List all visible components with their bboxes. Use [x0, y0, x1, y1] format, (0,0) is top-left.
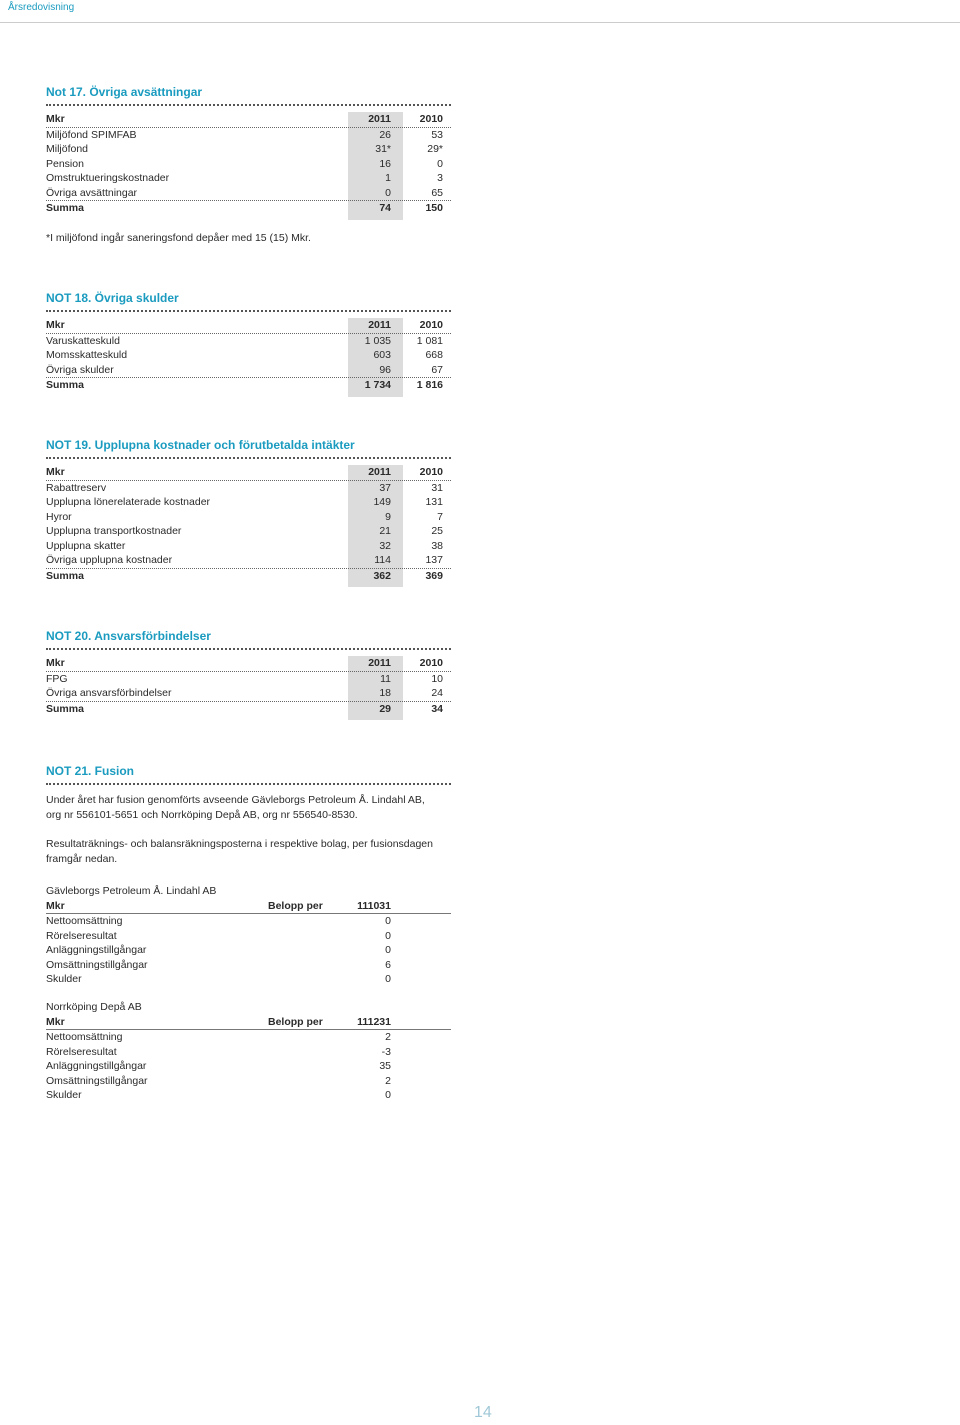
table-row [46, 1045, 451, 1060]
value-2011: 32 [379, 539, 391, 552]
col-2010: 2010 [419, 657, 443, 669]
value-2011: 21 [379, 525, 391, 537]
note-17-table [46, 112, 451, 216]
table-row [46, 363, 451, 378]
row-label: Upplupna transportkostnader [46, 525, 182, 537]
row-label: Upplupna skatter [46, 539, 126, 552]
col-label: Mkr [46, 1015, 65, 1028]
value-2011: 96 [379, 363, 391, 376]
note-19-title: NOT 19. Upplupna kostnader och förutbetalda intäkter [46, 438, 355, 452]
table-row [46, 929, 451, 944]
value-2010: 668 [425, 349, 443, 361]
company-b-header-row [46, 1015, 451, 1031]
value-2010: 131 [425, 496, 443, 508]
value-2011: 1 [385, 172, 391, 184]
summa-row [46, 200, 451, 216]
value-2010: 24 [431, 687, 443, 699]
row-label: Summa [46, 379, 84, 391]
table-header-row [46, 318, 451, 334]
note-19-table [46, 465, 451, 583]
value-2011: 1 035 [364, 334, 391, 347]
row-value: 0 [385, 1089, 391, 1101]
row-label: Rörelseresultat [46, 1045, 117, 1058]
row-label: Anläggningstillgångar [46, 1060, 147, 1072]
value-2010: 150 [425, 202, 443, 214]
table-row [46, 943, 451, 958]
dotted-divider [46, 457, 451, 459]
company-a-name: Gävleborgs Petroleum Å. Lindahl AB [46, 885, 217, 897]
col-label: Mkr [46, 899, 65, 912]
row-label: Summa [46, 702, 84, 715]
value-2010: 1 816 [416, 379, 443, 391]
row-label: Nettoomsättning [46, 1031, 123, 1043]
value-2010: 31 [431, 481, 443, 494]
row-label: Hyror [46, 510, 72, 523]
fusion-paragraph-1: Under året har fusion genomförts avseende Gävleborgs Petroleum Å. Lindahl AB, org nr 556101-5651 och Norrköping Depå AB, org nr 556540-8530. [46, 794, 425, 821]
value-2010: 34 [431, 702, 443, 715]
row-label: Omsättningstillgångar [46, 1074, 148, 1087]
value-2010: 0 [437, 157, 443, 170]
row-label: Pension [46, 157, 84, 170]
header-divider [0, 22, 960, 23]
note-21 [46, 763, 451, 867]
table-row [46, 958, 451, 973]
col-label: Mkr [46, 319, 65, 331]
table-row [46, 510, 451, 525]
row-label: Upplupna lönerelaterade kostnader [46, 496, 211, 508]
row-value: 2 [385, 1031, 391, 1043]
table-row [46, 481, 451, 496]
table-header-row [46, 465, 451, 481]
row-value: 0 [385, 915, 391, 927]
value-2011: 603 [373, 349, 391, 361]
note-17 [46, 84, 451, 244]
value-2010: 38 [431, 539, 443, 552]
row-label: FPG [46, 672, 68, 685]
col-date: 111031 [357, 899, 391, 912]
table-row [46, 495, 451, 510]
col-2011: 2011 [368, 319, 391, 331]
table-row [46, 1088, 451, 1103]
col-2010: 2010 [419, 113, 443, 125]
table-row [46, 972, 451, 987]
col-label: Mkr [46, 657, 65, 669]
value-2011: 11 [380, 672, 391, 685]
row-label: Nettoomsättning [46, 915, 123, 927]
row-label: Övriga skulder [46, 363, 114, 376]
company-b-name: Norrköping Depå AB [46, 1001, 142, 1013]
note-20-table [46, 656, 451, 716]
note-20-title: NOT 20. Ansvarsförbindelser [46, 629, 211, 643]
table-row [46, 157, 451, 172]
note-18-title: NOT 18. Övriga skulder [46, 291, 179, 305]
table-row [46, 1030, 451, 1045]
value-2011: 9 [385, 510, 391, 523]
summa-row [46, 377, 451, 393]
summa-row [46, 568, 451, 584]
value-2011: 0 [385, 186, 391, 199]
value-2011: 26 [379, 128, 391, 141]
fusion-paragraph-2: Resultaträknings- och balansräkningsposterna i respektive bolag, per fusionsdagen framgår nedan. [46, 838, 433, 865]
note-18 [46, 290, 451, 393]
value-2011: 74 [379, 202, 391, 214]
table-row [46, 672, 451, 687]
row-label: Rörelseresultat [46, 929, 117, 942]
row-label: Omstruktueringskostnader [46, 172, 170, 184]
row-label: Övriga ansvarsförbindelser [46, 687, 172, 699]
row-label: Skulder [46, 973, 82, 985]
row-value: 35 [379, 1060, 391, 1072]
col-label: Mkr [46, 113, 65, 125]
table-row [46, 914, 451, 929]
row-label: Omsättningstillgångar [46, 958, 148, 971]
row-value: -3 [381, 1045, 391, 1058]
table-header-row [46, 112, 451, 128]
row-label: Summa [46, 569, 84, 582]
company-b-table [46, 1000, 451, 1103]
col-belopp-per: Belopp per [268, 1015, 323, 1028]
table-row [46, 348, 451, 363]
value-2010: 67 [431, 363, 443, 376]
row-label: Miljöfond [46, 143, 89, 155]
row-label: Övriga avsättningar [46, 186, 138, 199]
value-2010: 53 [431, 128, 443, 141]
row-value: 0 [385, 973, 391, 985]
value-2011: 18 [379, 687, 391, 699]
row-label: Varuskatteskuld [46, 334, 120, 347]
value-2010: 137 [425, 554, 443, 566]
value-2011: 114 [374, 554, 391, 566]
col-2010: 2010 [419, 466, 443, 478]
value-2011: 37 [379, 481, 391, 494]
note-17-title: Not 17. Övriga avsättningar [46, 85, 203, 99]
col-2011: 2011 [368, 657, 391, 669]
table-row [46, 334, 451, 349]
document-header: Årsredovisning [8, 2, 75, 13]
row-label: Anläggningstillgångar [46, 944, 147, 956]
col-belopp-per: Belopp per [268, 899, 323, 912]
company-a-table [46, 884, 451, 987]
row-value: 2 [385, 1074, 391, 1087]
value-2011: 149 [373, 496, 391, 508]
row-label: Summa [46, 202, 84, 214]
company-a-header-row [46, 899, 451, 915]
value-2010: 369 [425, 569, 443, 582]
col-2010: 2010 [419, 319, 443, 331]
table-row [46, 1074, 451, 1089]
dotted-divider [46, 104, 451, 106]
note-19 [46, 437, 451, 583]
table-header-row [46, 656, 451, 672]
value-2010: 65 [431, 186, 443, 199]
value-2011: 16 [379, 157, 391, 170]
table-row [46, 128, 451, 143]
table-row [46, 186, 451, 201]
note-18-table [46, 318, 451, 393]
value-2011: 362 [373, 569, 391, 582]
dotted-divider [46, 648, 451, 650]
row-value: 6 [385, 958, 391, 971]
value-2011: 31* [375, 143, 391, 155]
dotted-divider [46, 310, 451, 312]
table-row [46, 171, 451, 186]
footnote: *I miljöfond ingår saneringsfond depåer med 15 (15) Mkr. [46, 231, 311, 244]
page-number: 14 [474, 1404, 492, 1421]
col-label: Mkr [46, 466, 65, 478]
table-row [46, 1059, 451, 1074]
col-date: 111231 [357, 1015, 391, 1028]
value-2010: 7 [437, 510, 443, 523]
value-2011: 29 [379, 702, 391, 715]
table-row [46, 524, 451, 539]
value-2011: 1 734 [364, 379, 391, 391]
table-row [46, 539, 451, 554]
value-2010: 29* [427, 143, 443, 155]
row-label: Momsskatteskuld [46, 349, 128, 361]
value-2010: 10 [431, 672, 443, 685]
col-2011: 2011 [368, 466, 391, 478]
note-20 [46, 628, 451, 716]
summa-row [46, 701, 451, 717]
table-row [46, 553, 451, 568]
col-2011: 2011 [368, 113, 391, 125]
row-value: 0 [385, 929, 391, 942]
row-label: Miljöfond SPIMFAB [46, 128, 137, 141]
row-value: 0 [385, 944, 391, 956]
note-21-title: NOT 21. Fusion [46, 764, 135, 778]
table-row [46, 142, 451, 157]
dotted-divider [46, 783, 451, 785]
table-row [46, 686, 451, 701]
row-label: Övriga upplupna kostnader [46, 554, 173, 566]
value-2010: 3 [437, 172, 443, 184]
value-2010: 1 081 [416, 334, 443, 347]
value-2010: 25 [431, 525, 443, 537]
row-label: Skulder [46, 1089, 82, 1101]
row-label: Rabattreserv [46, 481, 107, 494]
